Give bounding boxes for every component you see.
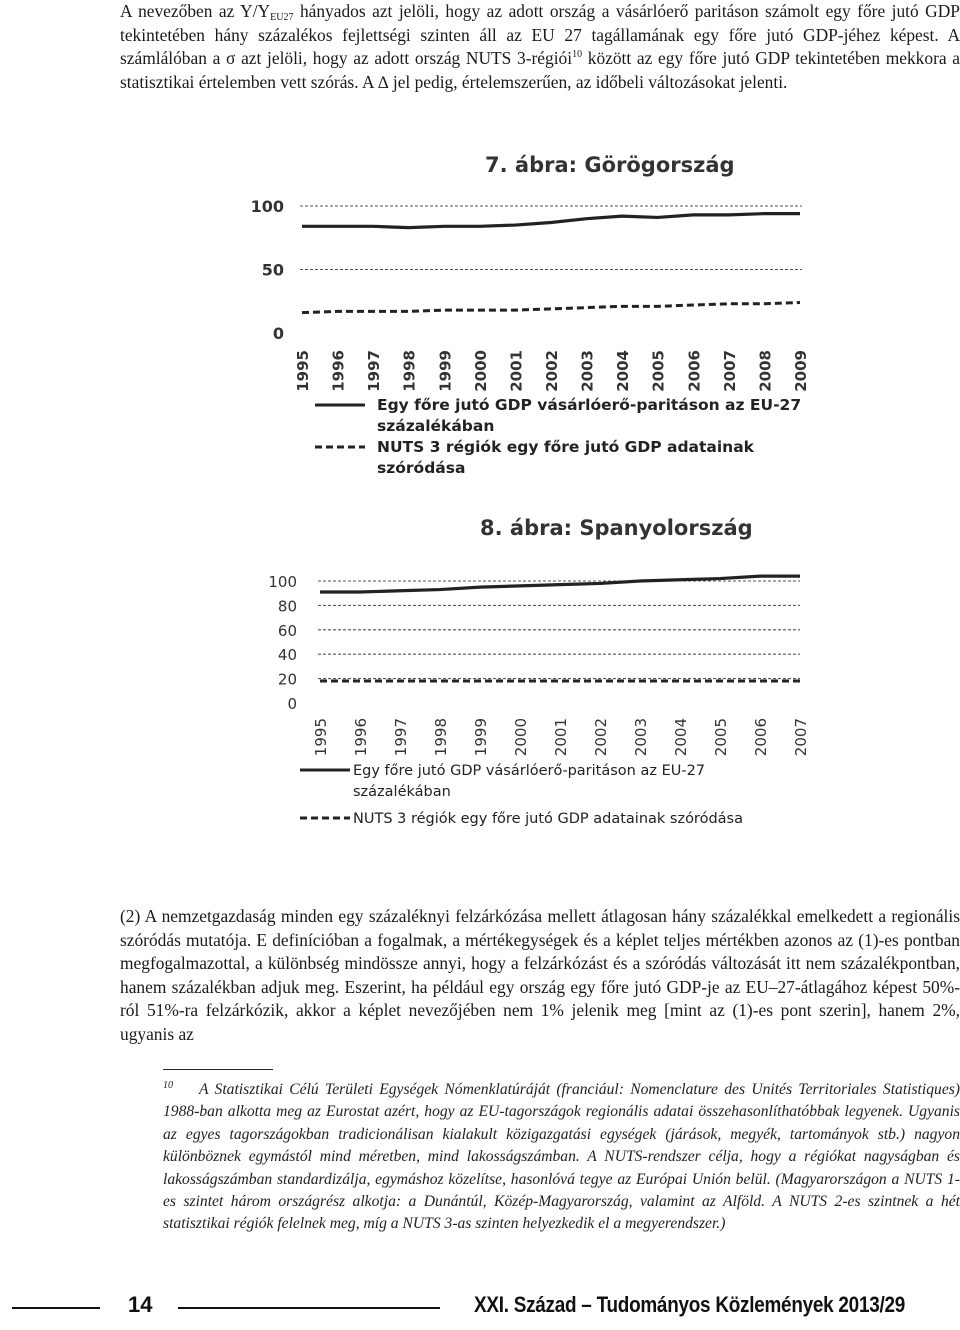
greece-xtick-label: 1997 bbox=[365, 350, 384, 392]
intro-paragraph: A nevezőben az $Y/Y_{EU27}$ hányados azt jelöli, hogy az adott ország a vásárlóerő paritáson számolt egy főre jutó GDP tekintetében hány százalékos fejlettségi szinten áll az EU 27 tagállamának egy főre jutó GDP-jéhez képest. A számlálóban a σ azt jelöli, hogy az adott ország NUTS 3-régiói$^{10}$ között az egy főre jutó GDP tekintetében mekkora a statisztikai értelemben vett szórás. A ∆ jel pedig, értelemszerűen, az időbeli változásokat jelenti. bbox=[120, 1, 960, 92]
spain-xtick-label: 1998 bbox=[432, 718, 450, 757]
spain-series-gdp-line bbox=[320, 576, 800, 592]
greece-xtick-label: 2000 bbox=[471, 350, 490, 392]
greece-legend-label: Egy főre jutó GDP vásárlóerő-paritáson az EU-27 százalékában bbox=[377, 396, 802, 435]
greece-xtick-label: 2009 bbox=[792, 350, 810, 392]
spain-xtick-label: 1996 bbox=[352, 718, 370, 757]
spain-xtick-label: 2004 bbox=[672, 718, 690, 757]
spain-xtick-label: 2001 bbox=[552, 718, 570, 757]
spain-ytick-label: 100 bbox=[268, 573, 297, 591]
greece-ytick-label: 50 bbox=[261, 260, 284, 280]
spain-legend-label: NUTS 3 régiók egy főre jutó GDP adatainak szóródása bbox=[353, 811, 743, 827]
greece-xtick-label: 1999 bbox=[436, 350, 455, 392]
greece-series-gdp-line bbox=[302, 214, 800, 228]
spain-xtick-label: 2000 bbox=[512, 718, 530, 757]
page-footer bbox=[0, 1290, 960, 1330]
greece-title: 7. ábra: Görögország bbox=[485, 153, 735, 177]
definition-paragraph: (2) A nemzetgazdaság minden egy százaléknyi felzárkózása mellett átlagosan hány százalékkal emelkedett a regionális szóródás mutatója. E definícióban a fogalmak, a mértékegységek és a képlet teljes mértékben azonos az (1)-es pontban megfogalmazottal, a különbség mindössze annyi, hogy a felzárkózást és a szóródás változását itt nem százalékpontban, hanem százalékban adjuk meg. Eszerint, ha például egy ország egy főre jutó GDP-je az EU–27-átlagához képest 50%-ról 51%-ra felzárkózik, akkor a képlet nevezőjében nem 1% jelenik meg [mint az (1)-es pont szerin], hanem 2%, ugyanis az bbox=[120, 906, 960, 1044]
greece-xtick-label: 2006 bbox=[685, 350, 704, 392]
footnote-text: A Statisztikai Célú Területi Egységek Nómenklatúráját (franciául: Nomenclature des Unités Territoriales Statistiques) 1988-ban alkotta meg az Eurostat azért, hogy az EU-tagországok regionális adatai összehasonlíthatóbbak legyenek. Ugyanis az egyes tagországokban tradicionálisan kialakult közigazgatási egységek (járások, megyék, tartományok stb.) nagyon különböznek egymástól mind méretben, mind lakosságszámban. A NUTS-rendszer célja, hogy a régiókat nagyságban és lakosságszámban standardizálja, egymáshoz közelítse, hasonlóvá tegye az Európai Unión belül. (Magyarországon a NUTS 1-es szintet három országrész alkotja: a Dunántúl, Közép-Magyarország, valamint az Alföld. A NUTS 2-es szintnek a hét statisztikai régiók felelnek meg, míg a NUTS 3-as szinten helyezkedik el a megyerendszer.) bbox=[163, 1081, 960, 1233]
spain-xtick-label: 2003 bbox=[632, 718, 650, 757]
greece-xtick-label: 2005 bbox=[649, 350, 668, 392]
spain-xtick-label: 2002 bbox=[592, 718, 610, 757]
journal-title: XXI. Század – Tudományos Közlemények 2013/29 bbox=[474, 1292, 906, 1317]
chart-spain-svg bbox=[255, 505, 815, 835]
spain-title: 8. ábra: Spanyolország bbox=[480, 516, 753, 540]
spain-xtick-label: 1999 bbox=[472, 718, 490, 757]
greece-xtick-label: 1995 bbox=[294, 350, 312, 392]
chart-greece-svg bbox=[250, 140, 810, 485]
page-number: 14 bbox=[128, 1292, 153, 1317]
spain-ytick-label: 80 bbox=[277, 597, 297, 616]
greece-series-dispersion-line bbox=[302, 303, 800, 313]
greece-xtick-label: 2003 bbox=[578, 350, 597, 392]
greece-ytick-label: 0 bbox=[272, 324, 284, 343]
footnote-number: 10 bbox=[163, 1080, 173, 1091]
footnote bbox=[163, 1075, 960, 1236]
spain-xtick-label: 1995 bbox=[312, 718, 330, 757]
chart-spain bbox=[255, 505, 815, 835]
greece-xtick-label: 1998 bbox=[400, 350, 419, 392]
footer-rule-middle bbox=[178, 1307, 440, 1309]
greece-xtick-label: 2002 bbox=[543, 350, 561, 392]
greece-xtick-label: 1996 bbox=[329, 350, 348, 392]
greece-xtick-label: 2008 bbox=[756, 350, 775, 392]
footnote-divider bbox=[163, 1069, 273, 1070]
spain-ytick-label: 0 bbox=[287, 695, 297, 713]
spain-xtick-label: 1997 bbox=[392, 718, 410, 757]
spain-ytick-label: 60 bbox=[277, 621, 297, 640]
greece-legend-label: NUTS 3 régiók egy főre jutó GDP adatainak szóródása bbox=[377, 438, 754, 477]
greece-xtick-label: 2004 bbox=[614, 350, 633, 392]
spain-xtick-label: 2005 bbox=[712, 718, 730, 757]
footer-rule-left bbox=[12, 1307, 100, 1309]
spain-xtick-label: 2007 bbox=[792, 718, 810, 757]
greece-ytick-label: 100 bbox=[250, 197, 284, 216]
greece-xtick-label: 2001 bbox=[507, 350, 526, 392]
chart-greece bbox=[250, 140, 810, 485]
spain-ytick-label: 20 bbox=[277, 670, 297, 689]
greece-xtick-label: 2007 bbox=[720, 350, 739, 392]
spain-ytick-label: 40 bbox=[277, 646, 297, 665]
spain-xtick-label: 2006 bbox=[752, 718, 770, 757]
spain-legend-label: Egy főre jutó GDP vásárlóerő-paritáson az EU-27 százalékában bbox=[353, 763, 706, 800]
